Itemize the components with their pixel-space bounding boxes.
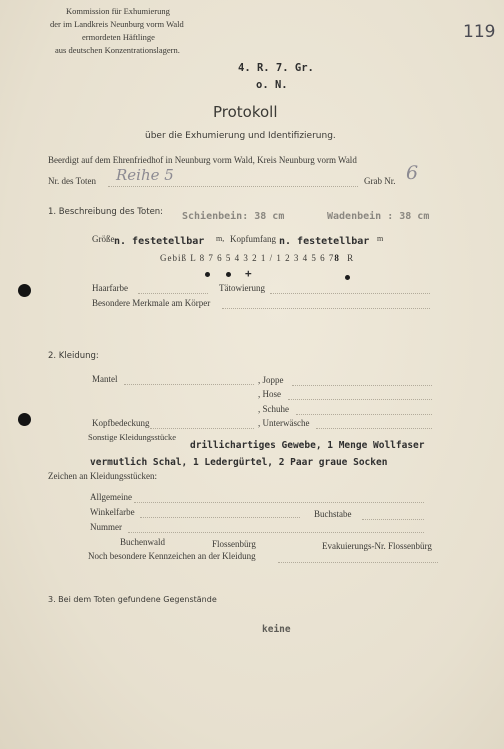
shin-value: Schienbein: 38 cm xyxy=(182,211,285,222)
head-unit: m xyxy=(377,234,384,243)
grave-no-value: 6 xyxy=(406,162,419,184)
calf-value: Wadenbein : 38 cm xyxy=(327,211,430,222)
tooth-mark xyxy=(345,275,350,280)
height-unit: m, xyxy=(216,234,225,243)
clothing-marks-heading: Zeichen an Kleidungsstücken: xyxy=(48,471,157,481)
org-line-2: der im Landkreis Neunburg vorm Wald xyxy=(50,19,184,29)
teeth-struck: 8 xyxy=(334,253,340,263)
head-label: Kopfumfang xyxy=(230,234,276,244)
punch-hole-bottom xyxy=(18,413,31,426)
headwear-label: Kopfbedeckung xyxy=(92,418,150,428)
teeth-chart xyxy=(160,253,354,263)
flossenburg-label: Flossenbürg xyxy=(212,539,256,549)
ref-code-2: o. N. xyxy=(256,79,288,91)
teeth-right: R xyxy=(347,253,355,263)
general-label: Allgemeine xyxy=(90,492,132,502)
buchenwald-label: Buchenwald xyxy=(120,537,165,547)
page-subtitle: über die Exhumierung und Identifizierung. xyxy=(145,131,336,141)
section1-heading: 1. Beschreibung des Toten: xyxy=(48,207,164,217)
letter-label: Buchstabe xyxy=(314,509,352,519)
punch-hole-top xyxy=(18,284,31,297)
dead-no-label: Nr. des Toten xyxy=(48,176,96,186)
page-number: 119 xyxy=(463,22,496,42)
ref-code-1: 4. R. 7. Gr. xyxy=(238,62,314,74)
angle-color-label: Winkelfarbe xyxy=(90,507,135,517)
section3-value: keine xyxy=(262,624,291,635)
hair-label: Haarfarbe xyxy=(92,283,128,293)
marks-label: Besondere Merkmale am Körper xyxy=(92,298,211,308)
shoes-label: , Schuhe xyxy=(258,404,289,414)
section2-heading: 2. Kleidung: xyxy=(48,351,99,361)
height-value: n. festetellbar xyxy=(114,236,205,247)
section3-heading: 3. Bei dem Toten gefundene Gegenstände xyxy=(48,595,217,604)
tooth-mark xyxy=(226,272,231,277)
trousers-label: , Hose xyxy=(258,389,281,399)
number-label: Nummer xyxy=(90,522,122,532)
jacket-label: , Joppe xyxy=(258,375,284,385)
evacuation-no-label: Evakuierungs-Nr. Flossenbürg xyxy=(322,541,432,551)
org-line-3: ermordeten Häftlinge xyxy=(82,32,155,42)
other-clothing-value-1: drillichartiges Gewebe, 1 Menge Wollfaser xyxy=(190,440,425,451)
underwear-label: , Unterwäsche xyxy=(258,418,310,428)
coat-label: Mantel xyxy=(92,374,118,384)
teeth-label: Gebiß L 8 7 6 5 4 3 2 1 / 1 2 3 4 5 6 7 xyxy=(160,253,335,263)
special-marks-label: Noch besondere Kennzeichen an der Kleidung xyxy=(88,551,256,561)
height-label: Größe xyxy=(92,234,115,244)
tattoo-label: Tätowierung xyxy=(219,283,265,293)
other-clothing-value-2: vermutlich Schal, 1 Ledergürtel, 2 Paar graue Socken xyxy=(90,457,388,468)
dead-no-value: Reihe 5 xyxy=(116,166,174,184)
page-title: Protokoll xyxy=(213,103,278,121)
tooth-mark: + xyxy=(245,267,252,280)
grave-no-label: Grab Nr. xyxy=(364,176,396,186)
other-clothing-label: Sonstige Kleidungsstücke xyxy=(88,432,177,442)
burial-place: Beerdigt auf dem Ehrenfriedhof in Neunburg vorm Wald, Kreis Neunburg vorm Wald xyxy=(48,155,357,165)
org-line-4: aus deutschen Konzentrationslagern. xyxy=(55,45,180,55)
head-value: n. festetellbar xyxy=(279,236,370,247)
org-line-1: Kommission für Exhumierung xyxy=(66,6,170,16)
tooth-mark xyxy=(205,272,210,277)
